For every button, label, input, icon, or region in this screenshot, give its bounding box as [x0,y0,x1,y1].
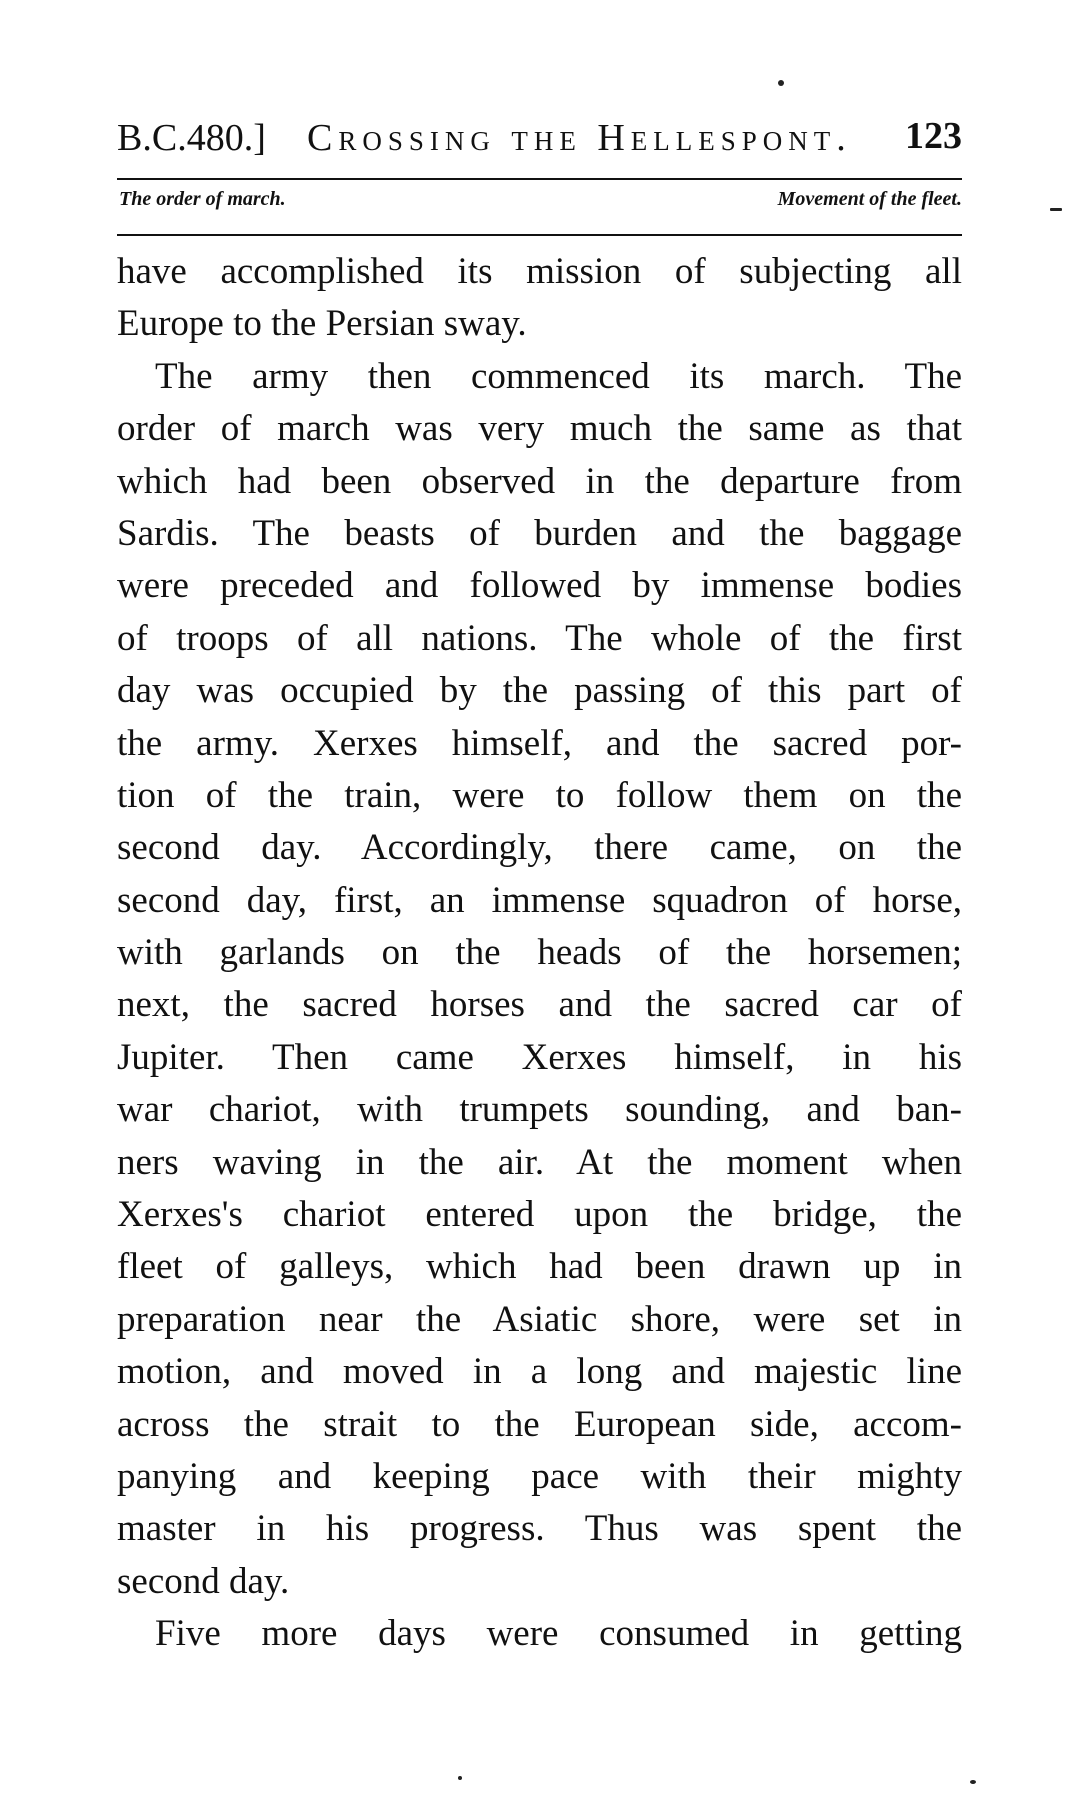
text-line: which had been observed in the departure from [117,460,962,502]
text-line: motion, and moved in a long and majestic line [117,1351,962,1393]
page-number: 123 [905,115,962,157]
text-line: across the strait to the European side, accom- [117,1403,962,1445]
text-line: Europe to the Persian sway. [117,303,527,345]
text-line: fleet of galleys, which had been drawn up in [117,1246,962,1288]
text-line: next, the sacred horses and the sacred car of [117,984,962,1026]
text-line: the army. Xerxes himself, and the sacred por- [117,722,962,764]
text-line: second day. [117,1560,290,1602]
text-line: Xerxes's chariot entered upon the bridge, the [117,1194,962,1236]
header-rule-top [117,178,962,180]
text-line: day was occupied by the passing of this part of [117,670,962,712]
marginal-subheadings [117,186,962,216]
text-line: war chariot, with trumpets sounding, and ban- [117,1089,962,1131]
text-line: ners waving in the air. At the moment when [117,1141,962,1183]
text-line: were preceded and followed by immense bodies [117,565,962,607]
ink-speck [1050,208,1062,211]
text-line: Jupiter. Then came Xerxes himself, in his [117,1036,962,1078]
text-line: master in his progress. Thus was spent the [117,1508,962,1550]
header-year: B.C.480.] [117,117,266,159]
subheading-right: Movement of the fleet. [777,188,962,210]
text-line: have accomplished its mission of subjecting all [117,251,962,292]
ink-speck [970,1780,976,1784]
header-title: Crossing the Hellespont. [307,117,852,159]
text-line: of troops of all nations. The whole of the first [117,617,962,659]
ink-speck [458,1776,462,1780]
ink-speck [778,80,784,86]
header-rule-bottom [117,234,962,236]
text-line: Sardis. The beasts of burden and the baggage [117,512,962,554]
text-line: preparation near the Asiatic shore, were set in [117,1298,962,1340]
text-line: second day. Accordingly, there came, on the [117,827,962,869]
text-line: tion of the train, were to follow them on the [117,774,962,816]
text-line: panying and keeping pace with their mighty [117,1455,962,1497]
text-line: Five more days were consumed in getting [155,1613,962,1655]
subheading-left: The order of march. [119,188,286,210]
text-line: second day, first, an immense squadron of horse, [117,879,962,921]
running-header [117,108,962,164]
text-line: order of march was very much the same as that [117,408,962,450]
body-text [117,246,962,1661]
text-line: with garlands on the heads of the horsemen; [117,932,962,974]
text-line: The army then commenced its march. The [155,355,962,397]
